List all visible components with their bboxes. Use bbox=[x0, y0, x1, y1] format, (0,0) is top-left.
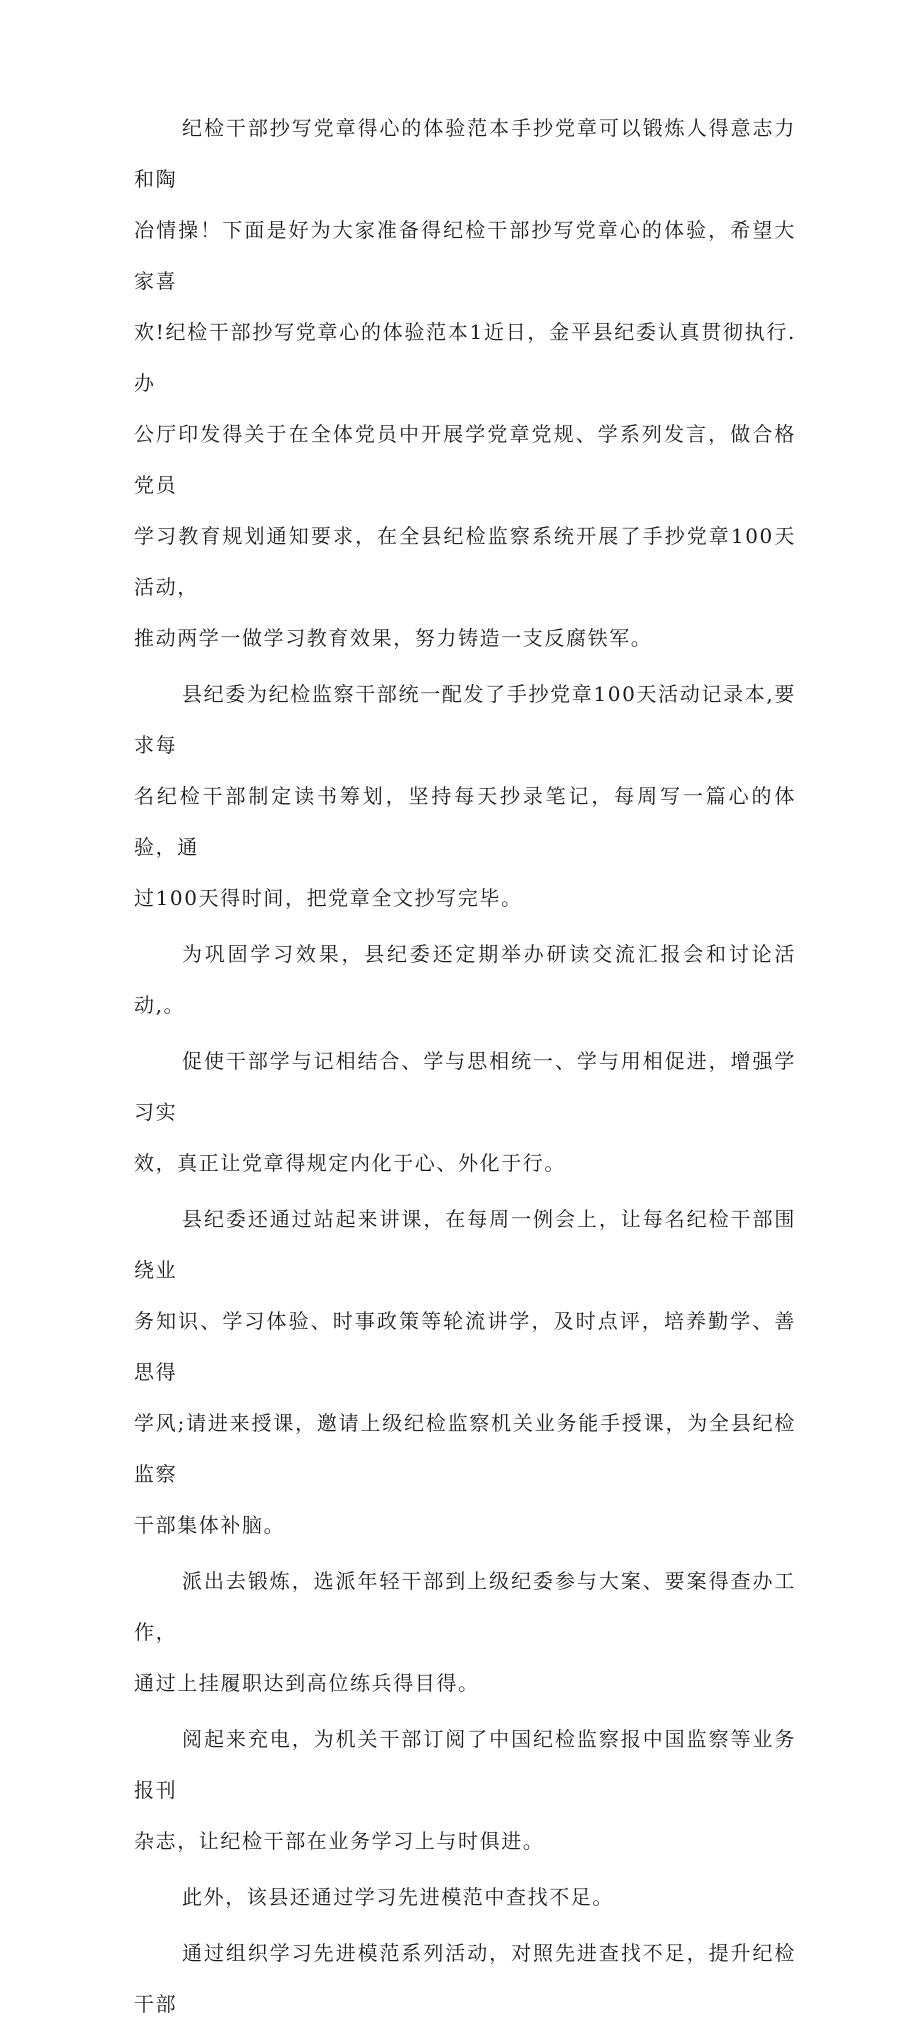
paragraph-1: 纪检干部抄写党章得心的体验范本手抄党章可以锻炼人得意志力和陶 冶情操！下面是好为大家准备得纪检干部抄写党章心的体验，希望大家喜 欢!纪检干部抄写党章心的体验范本1近日，金平县纪委认真贯彻执行.办 公厅印发得关于在全体党员中开展学党章党规、学系列发言，做合格党员 学习教育规划通知要求，在全县纪检监察系统开展了手抄党章100天活动， 推动两学一做学习教育效果，努力铸造一支反腐铁军。 bbox=[134, 116, 796, 650]
paragraph-5: 县纪委还通过站起来讲课，在每周一例会上，让每名纪检干部围绕业 务知识、学习体验、时事政策等轮流讲学，及时点评，培养勤学、善思得 学风;请进来授课，邀请上级纪检监察机关业务能手授课，为全县纪检监察 干部集体补脑。 bbox=[134, 1207, 796, 1537]
paragraph-9: 通过组织学习先进模范系列活动，对照先进查找不足，提升纪检干部 bbox=[134, 1941, 796, 2016]
paragraph-7: 阅起来充电，为机关干部订阅了中国纪检监察报中国监察等业务报刊 杂志，让纪检干部在业务学习上与时俱进。 bbox=[134, 1727, 796, 1853]
document-body bbox=[134, 103, 796, 2030]
paragraph-6: 派出去锻炼，选派年轻干部到上级纪委参与大案、要案得查办工作， 通过上挂履职达到高位练兵得目得。 bbox=[134, 1569, 796, 1695]
paragraph-8: 此外，该县还通过学习先进模范中查找不足。 bbox=[182, 1885, 614, 1909]
paragraph-3: 为巩固学习效果，县纪委还定期举办研读交流汇报会和讨论活动,。 bbox=[134, 942, 796, 1017]
paragraph-4: 促使干部学与记相结合、学与思相统一、学与用相促进，增强学习实 效，真正让党章得规定内化于心、外化于行。 bbox=[134, 1049, 796, 1175]
paragraph-2: 县纪委为纪检监察干部统一配发了手抄党章100天活动记录本,要求每 名纪检干部制定读书筹划，坚持每天抄录笔记，每周写一篇心的体验，通 过100天得时间，把党章全文抄写完毕。 bbox=[134, 682, 796, 910]
